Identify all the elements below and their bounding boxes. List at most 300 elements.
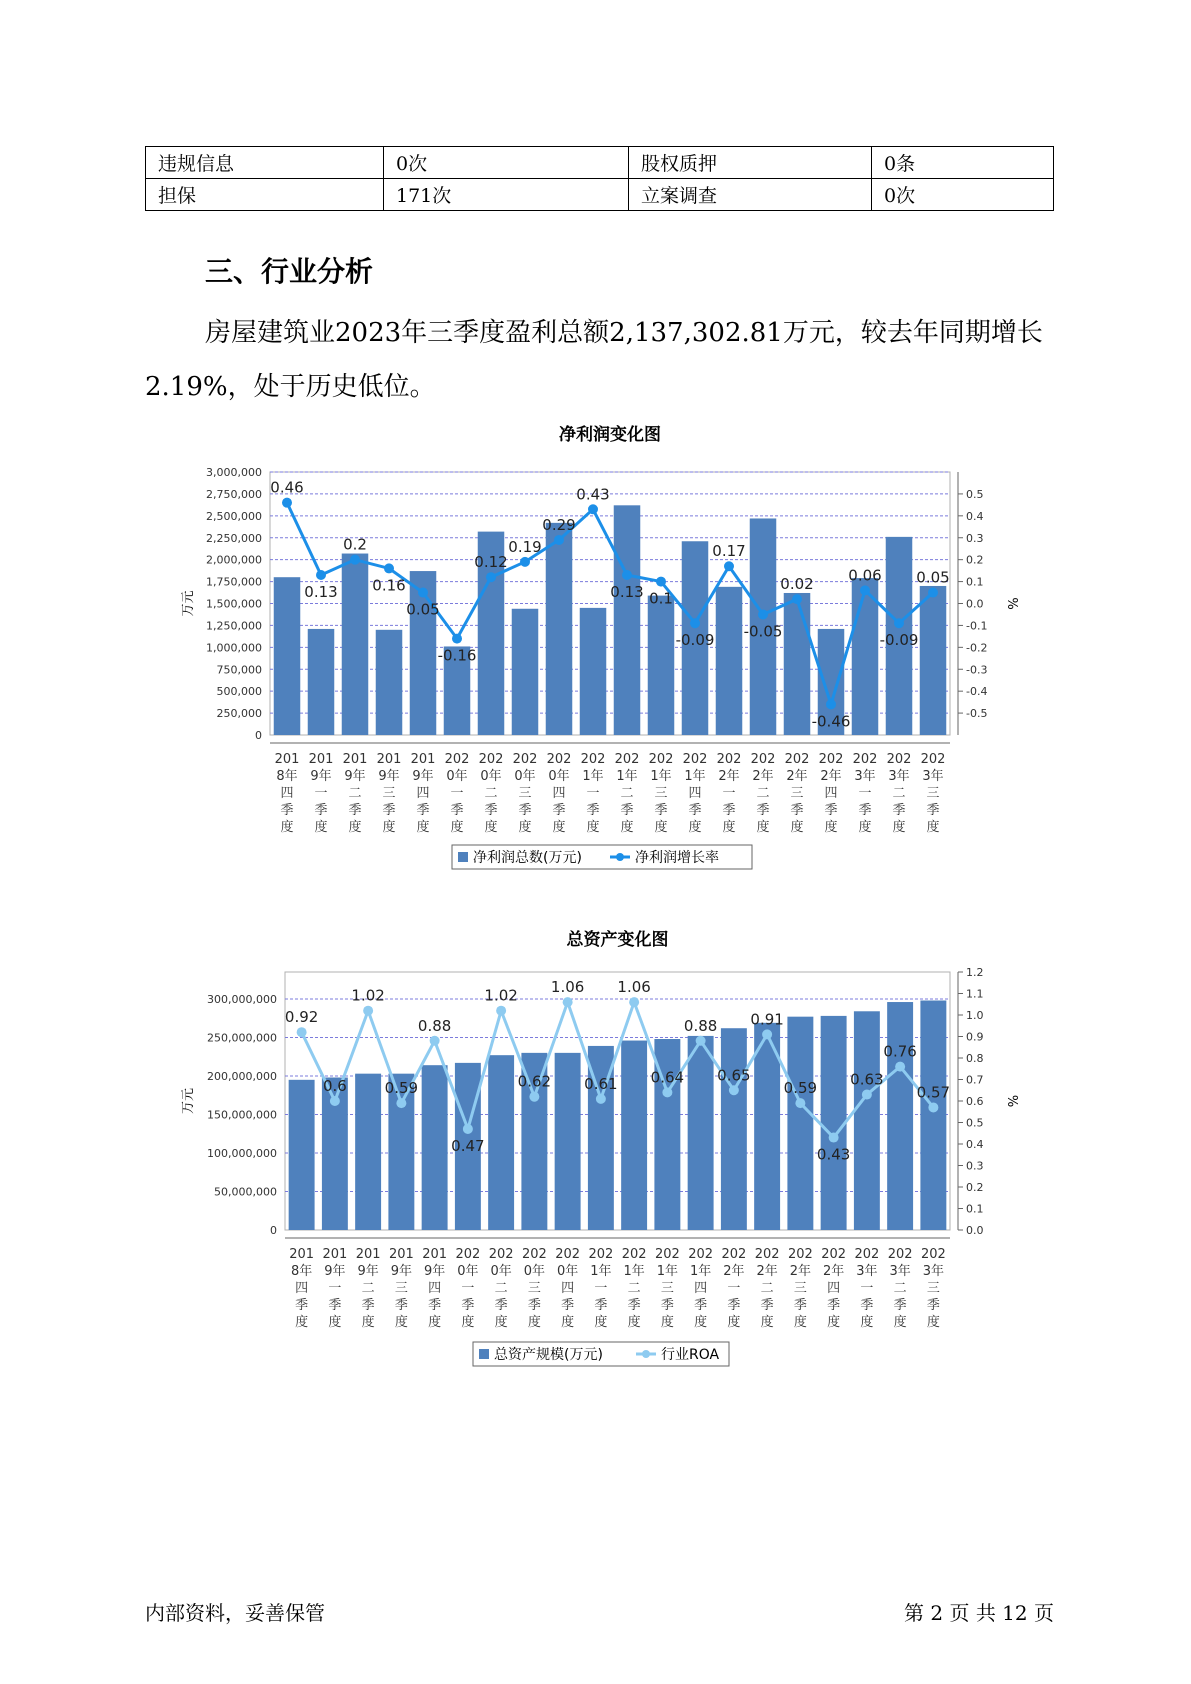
data-label: 0.16 <box>372 576 406 595</box>
x-tick-label: 一 <box>586 786 600 801</box>
x-tick-label: 季 <box>314 803 328 818</box>
data-label: 0.64 <box>650 1068 685 1087</box>
data-label: 0.17 <box>712 542 746 561</box>
data-label: 0.47 <box>451 1136 485 1155</box>
line-point <box>860 585 870 595</box>
x-tick-label: 度 <box>280 820 294 835</box>
y-axis-title: 万元 <box>181 590 196 617</box>
data-label: 1.06 <box>617 978 651 997</box>
data-label: 0.05 <box>406 600 440 619</box>
bar <box>716 587 743 735</box>
x-tick-label: 四 <box>552 786 566 801</box>
x-tick-label: 度 <box>527 1315 541 1330</box>
bar <box>784 593 811 735</box>
y2-tick-label: 0.4 <box>966 509 984 523</box>
x-tick-label: 一 <box>594 1281 608 1296</box>
x-tick-label: 四 <box>295 1281 309 1296</box>
x-tick-label: 1年 <box>623 1264 645 1279</box>
x-tick-label: 三 <box>790 786 804 801</box>
y-axis-title: 万元 <box>181 1087 196 1115</box>
x-tick-label: 季 <box>328 1298 342 1313</box>
x-tick-label: 度 <box>793 1315 807 1330</box>
x-tick-label: 三 <box>382 786 396 801</box>
x-tick-label: 2年 <box>789 1264 812 1279</box>
line-point <box>724 561 734 571</box>
section-paragraph: 房屋建筑业2023年三季度盈利总额2,137,302.81万元，较去年同期增长2.19%，处于历史低位。 <box>145 318 1043 402</box>
x-tick-label: 度 <box>594 1315 608 1330</box>
x-tick-label: 202 <box>555 1247 581 1262</box>
bar <box>721 1028 747 1230</box>
x-tick-label: 202 <box>512 752 538 767</box>
y2-axis-title: % <box>1004 597 1019 610</box>
bar <box>787 1017 813 1230</box>
x-tick-label: 度 <box>328 1315 342 1330</box>
bar <box>355 1074 381 1230</box>
data-label: 0.43 <box>816 1145 851 1164</box>
line-point <box>554 535 564 545</box>
data-label: -0.09 <box>675 631 715 650</box>
line-point <box>762 1029 772 1039</box>
bar <box>289 1080 315 1230</box>
y-tick-label: 0 <box>255 729 262 742</box>
y2-tick-label: -0.5 <box>966 707 988 721</box>
x-tick-label: 度 <box>518 820 532 835</box>
line-point <box>350 555 360 565</box>
x-tick-label: 季 <box>461 1298 475 1313</box>
bar <box>422 1065 448 1230</box>
x-tick-label: 季 <box>793 1298 807 1313</box>
line-point <box>729 1085 739 1095</box>
x-tick-label: 季 <box>620 803 634 818</box>
x-tick-label: 2年 <box>756 1264 778 1279</box>
y-tick-label: 300,000,000 <box>207 992 277 1006</box>
x-tick-label: 度 <box>860 1315 874 1330</box>
y2-tick-label: 0.8 <box>966 1052 984 1065</box>
x-tick-label: 季 <box>727 1298 741 1313</box>
x-tick-label: 度 <box>727 1315 741 1330</box>
x-tick-label: 季 <box>660 1298 674 1313</box>
x-tick-label: 季 <box>295 1298 309 1313</box>
x-tick-label: 季 <box>450 803 464 818</box>
y2-tick-label: 0.6 <box>966 1095 984 1108</box>
data-label: 0.06 <box>848 566 882 585</box>
x-tick-label: 1年 <box>650 769 672 784</box>
x-tick-label: 度 <box>450 820 464 835</box>
x-tick-label: 202 <box>580 752 606 767</box>
x-tick-label: 3年 <box>856 1264 878 1279</box>
x-tick-label: 二 <box>494 1281 508 1296</box>
x-tick-label: 2年 <box>723 1264 745 1279</box>
legend-label-line: 行业ROA <box>661 1347 720 1363</box>
x-tick-label: 度 <box>295 1315 309 1330</box>
data-label: 0.92 <box>284 1008 319 1027</box>
x-tick-label: 季 <box>893 1298 907 1313</box>
y2-tick-label: 0.4 <box>966 1138 984 1151</box>
bar <box>887 1002 913 1230</box>
x-tick-label: 度 <box>827 1315 841 1330</box>
x-tick-label: 202 <box>886 752 912 767</box>
x-tick-label: 四 <box>561 1281 575 1296</box>
x-tick-label: 202 <box>754 1247 780 1262</box>
x-tick-label: 四 <box>827 1281 841 1296</box>
x-tick-label: 201 <box>376 752 402 767</box>
x-tick-label: 202 <box>621 1247 647 1262</box>
x-tick-label: 202 <box>784 752 810 767</box>
legend-label-bar: 总资产规模(万元) <box>494 1347 603 1363</box>
data-label: 0.76 <box>883 1042 917 1061</box>
chart-title: 净利润变化图 <box>559 425 661 445</box>
x-tick-label: 季 <box>561 1298 575 1313</box>
x-tick-label: 二 <box>484 786 498 801</box>
x-tick-label: 度 <box>620 820 634 835</box>
x-tick-label: 3年 <box>854 769 876 784</box>
data-label: 0.13 <box>610 583 644 602</box>
y2-tick-label: -0.4 <box>966 685 988 699</box>
bar <box>342 554 369 735</box>
legend-swatch-bar <box>458 852 468 862</box>
line-point <box>463 1124 473 1134</box>
x-tick-label: 一 <box>860 1281 874 1296</box>
x-tick-label: 1年 <box>582 769 604 784</box>
x-tick-label: 201 <box>422 1247 448 1262</box>
x-tick-label: 9年 <box>324 1264 346 1279</box>
x-tick-label: 0年 <box>556 1264 579 1279</box>
x-tick-label: 季 <box>694 1298 708 1313</box>
y2-tick-label: 0.2 <box>966 1181 984 1194</box>
y2-tick-label: 0.5 <box>966 1116 984 1130</box>
y-tick-label: 2,250,000 <box>206 531 262 545</box>
table-row <box>146 147 1054 179</box>
x-tick-label: 202 <box>455 1247 481 1262</box>
x-tick-label: 季 <box>394 1298 408 1313</box>
data-label: 0.91 <box>750 1010 784 1029</box>
x-tick-label: 季 <box>518 803 532 818</box>
x-tick-label: 1年 <box>590 1264 612 1279</box>
x-tick-label: 季 <box>527 1298 541 1313</box>
x-tick-label: 度 <box>694 1315 708 1330</box>
legend-swatch-point <box>616 853 624 861</box>
x-tick-label: 202 <box>588 1247 614 1262</box>
x-tick-label: 202 <box>688 1247 714 1262</box>
line-point <box>452 634 462 644</box>
x-tick-label: 8年 <box>276 769 298 784</box>
x-tick-label: 度 <box>756 820 770 835</box>
x-tick-label: 0年 <box>446 769 468 784</box>
data-label: 0.62 <box>517 1072 552 1091</box>
x-tick-label: 度 <box>416 820 430 835</box>
line-point <box>622 570 632 580</box>
x-tick-label: 9年 <box>344 769 366 784</box>
x-tick-label: 201 <box>274 752 300 767</box>
x-tick-label: 201 <box>289 1247 315 1262</box>
x-tick-label: 1年 <box>684 769 706 784</box>
x-tick-label: 季 <box>892 803 906 818</box>
x-tick-label: 季 <box>348 803 362 818</box>
x-tick-label: 三 <box>654 786 668 801</box>
x-tick-label: 季 <box>824 803 838 818</box>
x-tick-label: 度 <box>688 820 702 835</box>
x-tick-label: 度 <box>824 820 838 835</box>
table-cell: 0次 <box>384 147 629 179</box>
x-tick-label: 二 <box>892 786 906 801</box>
line-point <box>758 609 768 619</box>
legend-label-bar: 净利润总数(万元) <box>473 850 582 866</box>
x-tick-label: 一 <box>328 1281 342 1296</box>
x-tick-label: 三 <box>394 1281 408 1296</box>
x-tick-label: 202 <box>654 1247 680 1262</box>
bar <box>688 1036 714 1230</box>
x-tick-label: 三 <box>527 1281 541 1296</box>
total-assets-chart <box>0 925 1191 1395</box>
table-cell: 0次 <box>872 179 1054 211</box>
y-tick-label: 500,000 <box>216 685 262 699</box>
x-tick-label: 三 <box>926 1281 940 1296</box>
y-tick-label: 2,000,000 <box>206 553 262 567</box>
x-tick-label: 度 <box>660 1315 674 1330</box>
x-tick-label: 度 <box>394 1315 408 1330</box>
x-tick-label: 三 <box>926 786 940 801</box>
x-tick-label: 202 <box>721 1247 747 1262</box>
x-tick-label: 季 <box>858 803 872 818</box>
line-point <box>316 570 326 580</box>
x-tick-label: 9年 <box>357 1264 379 1279</box>
x-tick-label: 季 <box>552 803 566 818</box>
x-tick-label: 202 <box>750 752 776 767</box>
line-point <box>928 588 938 598</box>
x-tick-label: 0年 <box>480 769 502 784</box>
x-tick-label: 2年 <box>822 1264 845 1279</box>
y2-axis-title: % <box>1004 1094 1019 1108</box>
x-tick-label: 四 <box>416 786 430 801</box>
x-tick-label: 201 <box>322 1247 348 1262</box>
x-tick-label: 度 <box>893 1315 907 1330</box>
line-point <box>297 1027 307 1037</box>
x-tick-label: 度 <box>382 820 396 835</box>
data-label: 0.59 <box>783 1079 818 1098</box>
legend-label-line: 净利润增长率 <box>635 850 719 866</box>
line-point <box>862 1090 872 1100</box>
footer-confidential: 内部资料，妥善保管 <box>145 1601 325 1625</box>
y2-tick-label: 0.1 <box>966 575 984 589</box>
x-tick-label: 度 <box>654 820 668 835</box>
x-tick-label: 度 <box>790 820 804 835</box>
data-label: 0.65 <box>717 1066 751 1085</box>
x-tick-label: 202 <box>478 752 504 767</box>
data-label: 0.29 <box>542 515 576 534</box>
x-tick-label: 9年 <box>378 769 400 784</box>
y-tick-label: 2,500,000 <box>206 509 262 523</box>
x-tick-label: 202 <box>787 1247 813 1262</box>
x-tick-label: 度 <box>561 1315 575 1330</box>
line-point <box>588 504 598 514</box>
line-point <box>696 1036 706 1046</box>
x-tick-label: 8年 <box>290 1264 313 1279</box>
x-tick-label: 度 <box>722 820 736 835</box>
data-label: 0.19 <box>508 537 542 556</box>
x-tick-label: 季 <box>428 1298 442 1313</box>
line-point <box>662 1087 672 1097</box>
data-label: 1.02 <box>484 986 518 1005</box>
line-point <box>826 699 836 709</box>
y2-tick-label: 1.0 <box>966 1009 984 1022</box>
table-cell: 股权质押 <box>629 147 872 179</box>
x-tick-label: 二 <box>348 786 362 801</box>
x-tick-label: 度 <box>428 1315 442 1330</box>
data-label: 0.6 <box>322 1077 347 1095</box>
x-tick-label: 3年 <box>889 1264 911 1279</box>
x-tick-label: 季 <box>760 1298 774 1313</box>
x-tick-label: 二 <box>756 786 770 801</box>
x-tick-label: 季 <box>790 803 804 818</box>
line-point <box>895 1062 905 1072</box>
y2-tick-label: 0.3 <box>966 531 984 545</box>
x-tick-label: 二 <box>620 786 634 801</box>
data-label: -0.05 <box>743 622 783 641</box>
table-cell: 担保 <box>146 179 384 211</box>
line-point <box>486 572 496 582</box>
table-cell: 0条 <box>872 147 1054 179</box>
bar <box>512 609 539 735</box>
legend-swatch-point <box>642 1350 650 1358</box>
data-label: 1.02 <box>351 986 385 1005</box>
x-tick-label: 201 <box>388 1247 414 1262</box>
x-tick-label: 季 <box>280 803 294 818</box>
x-tick-label: 0年 <box>514 769 536 784</box>
x-tick-label: 202 <box>521 1247 547 1262</box>
x-tick-label: 四 <box>280 786 294 801</box>
data-label: 0.63 <box>850 1070 884 1089</box>
data-label: -0.46 <box>811 712 851 731</box>
bar <box>920 1000 946 1230</box>
x-tick-label: 四 <box>824 786 838 801</box>
line-point <box>656 577 666 587</box>
footer-page-number: 第 2 页 共 12 页 <box>904 1601 1054 1625</box>
x-tick-label: 0年 <box>490 1264 512 1279</box>
data-label: 1.06 <box>550 978 585 997</box>
x-tick-label: 1年 <box>689 1264 712 1279</box>
x-tick-label: 202 <box>920 1247 946 1262</box>
y-tick-label: 750,000 <box>216 663 262 677</box>
y-tick-label: 1,500,000 <box>206 597 262 611</box>
x-tick-label: 202 <box>444 752 470 767</box>
line-point <box>894 618 904 628</box>
bar <box>621 1041 647 1230</box>
y-tick-label: 0 <box>270 1224 277 1237</box>
bar <box>852 578 879 735</box>
x-tick-label: 季 <box>926 1298 940 1313</box>
x-tick-label: 度 <box>926 820 940 835</box>
x-tick-label: 二 <box>361 1281 375 1296</box>
x-tick-label: 度 <box>484 820 498 835</box>
line-point <box>596 1094 606 1104</box>
x-tick-label: 季 <box>827 1298 841 1313</box>
bar <box>854 1011 880 1230</box>
x-tick-label: 202 <box>821 1247 847 1262</box>
line-point <box>330 1096 340 1106</box>
bar <box>648 596 675 735</box>
x-tick-label: 季 <box>688 803 702 818</box>
y-tick-label: 1,000,000 <box>206 641 262 655</box>
y-tick-label: 200,000,000 <box>207 1069 277 1083</box>
x-tick-label: 度 <box>361 1315 375 1330</box>
line-point <box>384 563 394 573</box>
y2-tick-label: 0.2 <box>966 553 984 567</box>
y2-tick-label: 0.0 <box>966 597 984 611</box>
x-tick-label: 202 <box>852 752 878 767</box>
x-tick-label: 202 <box>488 1247 514 1262</box>
y2-tick-label: 0.1 <box>966 1202 984 1216</box>
x-tick-label: 9年 <box>310 769 332 784</box>
y2-tick-label: 0.7 <box>966 1073 984 1087</box>
x-tick-label: 1年 <box>616 769 638 784</box>
x-tick-label: 一 <box>858 786 872 801</box>
x-tick-label: 0年 <box>548 769 570 784</box>
y2-tick-label: -0.3 <box>966 663 988 677</box>
bar <box>546 523 573 735</box>
line-point <box>529 1092 539 1102</box>
y-tick-label: 250,000 <box>216 707 262 721</box>
bar <box>376 630 403 735</box>
x-tick-label: 3年 <box>888 769 910 784</box>
x-tick-label: 201 <box>342 752 368 767</box>
x-tick-label: 季 <box>594 1298 608 1313</box>
line-point <box>629 997 639 1007</box>
x-tick-label: 202 <box>887 1247 913 1262</box>
x-tick-label: 2年 <box>718 769 740 784</box>
x-tick-label: 度 <box>586 820 600 835</box>
x-tick-label: 二 <box>760 1281 774 1296</box>
bar <box>308 629 335 735</box>
x-tick-label: 9年 <box>390 1264 413 1279</box>
x-tick-label: 202 <box>716 752 742 767</box>
x-tick-label: 3年 <box>922 769 944 784</box>
y2-tick-label: 1.1 <box>966 987 984 1001</box>
x-tick-label: 二 <box>627 1281 641 1296</box>
table-cell: 171次 <box>384 179 629 211</box>
data-label: 0.13 <box>304 583 338 602</box>
data-label: -0.09 <box>879 631 919 650</box>
data-label: 0.46 <box>270 478 304 497</box>
x-tick-label: 201 <box>355 1247 381 1262</box>
x-tick-label: 202 <box>614 752 640 767</box>
bar <box>274 577 301 735</box>
y2-tick-label: -0.2 <box>966 641 988 655</box>
x-tick-label: 季 <box>361 1298 375 1313</box>
table-row <box>146 179 1054 211</box>
y-tick-label: 50,000,000 <box>214 1185 277 1199</box>
x-tick-label: 度 <box>858 820 872 835</box>
table-cell: 立案调查 <box>629 179 872 211</box>
x-tick-label: 三 <box>518 786 532 801</box>
y2-tick-label: 0.3 <box>966 1159 984 1173</box>
x-tick-label: 202 <box>648 752 674 767</box>
data-label: 0.05 <box>916 568 950 587</box>
x-tick-label: 三 <box>660 1281 674 1296</box>
x-tick-label: 四 <box>428 1281 442 1296</box>
y-tick-label: 2,750,000 <box>206 487 262 501</box>
x-tick-label: 度 <box>314 820 328 835</box>
x-tick-label: 201 <box>410 752 436 767</box>
line-point <box>795 1098 805 1108</box>
x-tick-label: 202 <box>546 752 572 767</box>
y-tick-label: 3,000,000 <box>206 466 262 479</box>
data-label: 0.2 <box>343 535 367 554</box>
data-label: 0.61 <box>584 1074 618 1093</box>
x-tick-label: 9年 <box>412 769 434 784</box>
x-tick-label: 201 <box>308 752 334 767</box>
info-table <box>145 146 1054 211</box>
line-point <box>520 557 530 567</box>
